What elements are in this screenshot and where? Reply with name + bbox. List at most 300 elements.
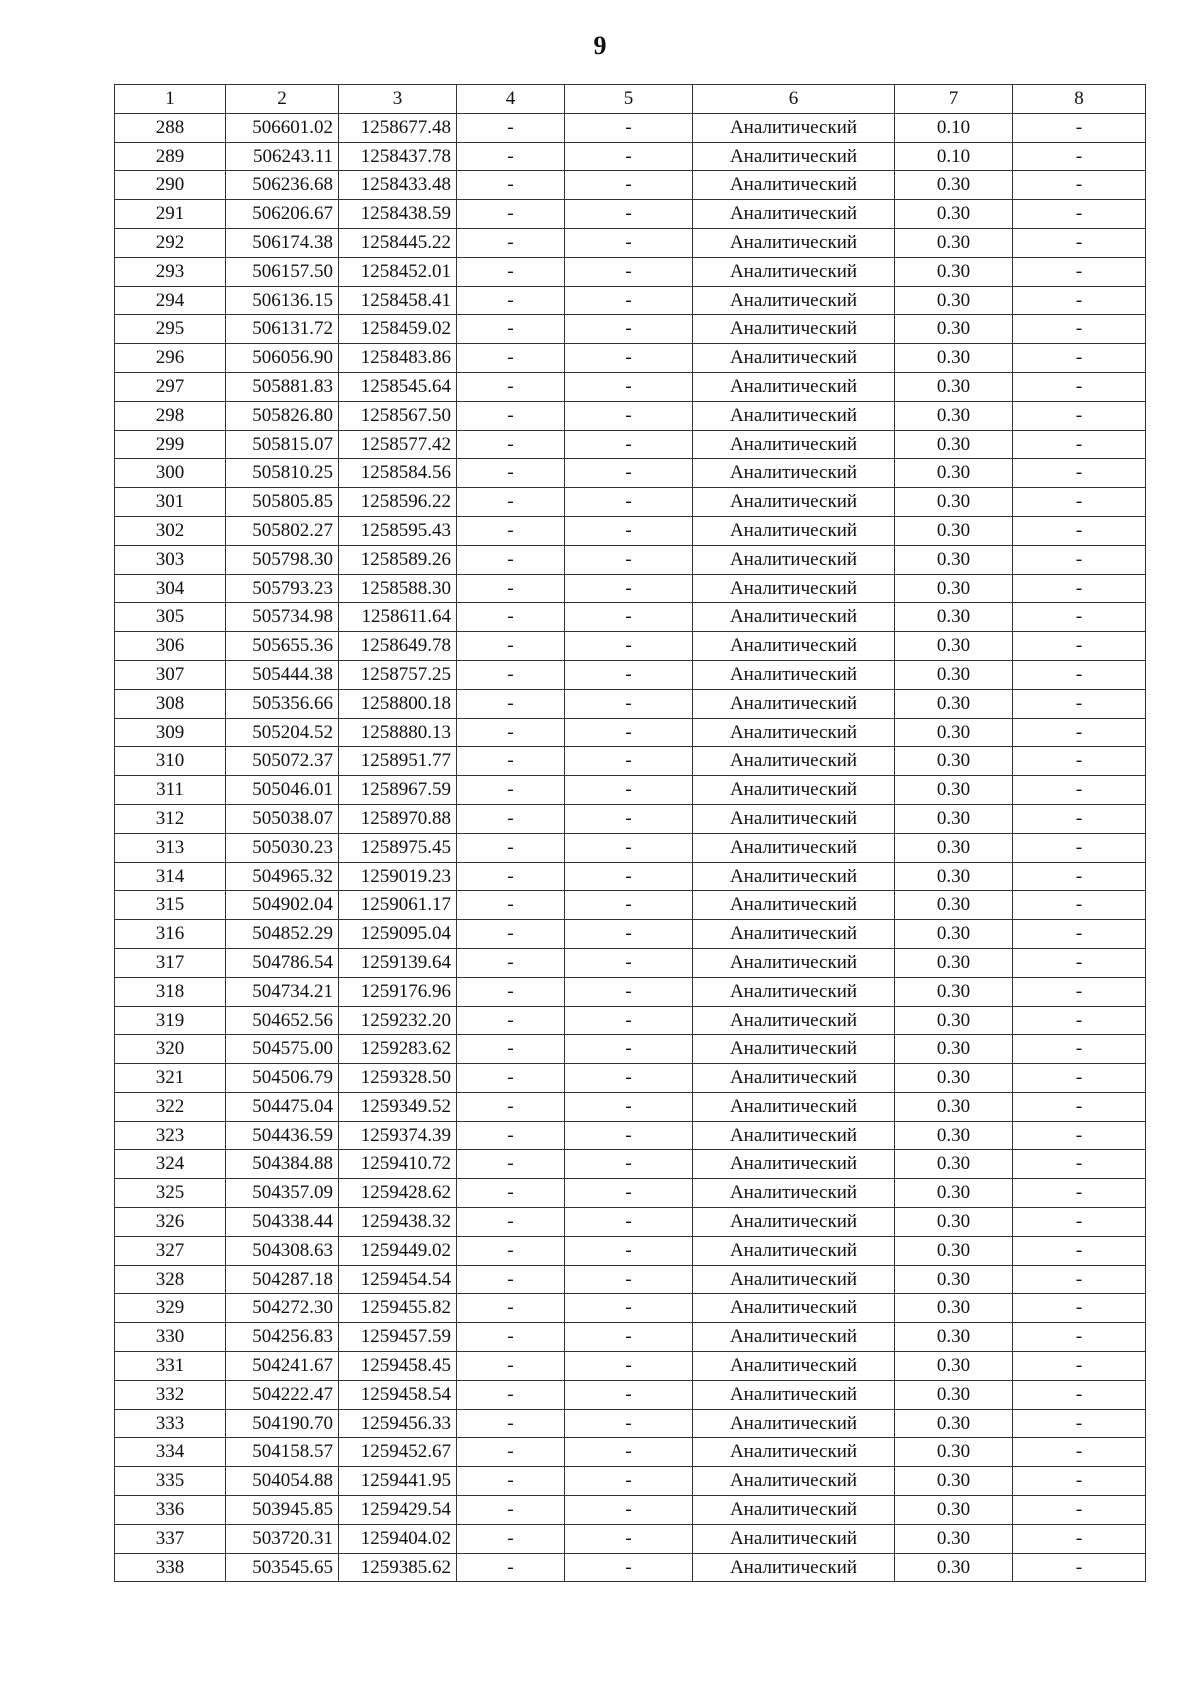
column-4-cell: - (457, 113, 565, 142)
table-row (115, 1006, 1146, 1035)
x-coordinate-cell: 504190.70 (226, 1409, 339, 1438)
accuracy-cell: 0.30 (895, 1323, 1013, 1352)
method-cell: Аналитический (693, 920, 895, 949)
x-coordinate-cell: 505805.85 (226, 488, 339, 517)
y-coordinate-cell: 1258589.26 (339, 545, 457, 574)
method-cell: Аналитический (693, 1496, 895, 1525)
accuracy-cell: 0.30 (895, 1524, 1013, 1553)
column-8-cell: - (1013, 1150, 1146, 1179)
table-row (115, 862, 1146, 891)
y-coordinate-cell: 1258445.22 (339, 228, 457, 257)
x-coordinate-cell: 505046.01 (226, 776, 339, 805)
accuracy-cell: 0.30 (895, 833, 1013, 862)
point-number-cell: 336 (115, 1496, 226, 1525)
y-coordinate-cell: 1258649.78 (339, 632, 457, 661)
x-coordinate-cell: 505444.38 (226, 660, 339, 689)
column-8-cell: - (1013, 516, 1146, 545)
column-4-cell: - (457, 1265, 565, 1294)
table-row (115, 113, 1146, 142)
x-coordinate-cell: 504241.67 (226, 1352, 339, 1381)
method-cell: Аналитический (693, 171, 895, 200)
column-5-cell: - (565, 1179, 693, 1208)
accuracy-cell: 0.10 (895, 113, 1013, 142)
table-row (115, 1496, 1146, 1525)
point-number-cell: 301 (115, 488, 226, 517)
method-cell: Аналитический (693, 200, 895, 229)
column-5-cell: - (565, 516, 693, 545)
accuracy-cell: 0.30 (895, 1064, 1013, 1093)
column-4-cell: - (457, 1467, 565, 1496)
table-row (115, 948, 1146, 977)
accuracy-cell: 0.30 (895, 459, 1013, 488)
table-row (115, 718, 1146, 747)
point-number-cell: 320 (115, 1035, 226, 1064)
column-5-cell: - (565, 632, 693, 661)
column-8-cell: - (1013, 689, 1146, 718)
y-coordinate-cell: 1258611.64 (339, 603, 457, 632)
x-coordinate-cell: 503720.31 (226, 1524, 339, 1553)
column-4-cell: - (457, 1438, 565, 1467)
column-4-cell: - (457, 1323, 565, 1352)
table-row (115, 372, 1146, 401)
y-coordinate-cell: 1259232.20 (339, 1006, 457, 1035)
column-5-cell: - (565, 1236, 693, 1265)
point-number-cell: 337 (115, 1524, 226, 1553)
y-coordinate-cell: 1258757.25 (339, 660, 457, 689)
column-5-cell: - (565, 891, 693, 920)
column-5-cell: - (565, 1121, 693, 1150)
table-row (115, 1438, 1146, 1467)
header-row (115, 85, 1146, 114)
accuracy-cell: 0.30 (895, 488, 1013, 517)
x-coordinate-cell: 503945.85 (226, 1496, 339, 1525)
y-coordinate-cell: 1259385.62 (339, 1553, 457, 1582)
column-5-cell: - (565, 344, 693, 373)
column-header-2: 2 (226, 85, 339, 114)
column-8-cell: - (1013, 1438, 1146, 1467)
point-number-cell: 324 (115, 1150, 226, 1179)
accuracy-cell: 0.30 (895, 228, 1013, 257)
point-number-cell: 322 (115, 1092, 226, 1121)
column-8-cell: - (1013, 459, 1146, 488)
x-coordinate-cell: 504158.57 (226, 1438, 339, 1467)
column-8-cell: - (1013, 1265, 1146, 1294)
column-8-cell: - (1013, 200, 1146, 229)
x-coordinate-cell: 505655.36 (226, 632, 339, 661)
column-4-cell: - (457, 632, 565, 661)
accuracy-cell: 0.30 (895, 776, 1013, 805)
x-coordinate-cell: 504287.18 (226, 1265, 339, 1294)
x-coordinate-cell: 504222.47 (226, 1380, 339, 1409)
column-5-cell: - (565, 430, 693, 459)
column-8-cell: - (1013, 1496, 1146, 1525)
table-row (115, 1467, 1146, 1496)
y-coordinate-cell: 1259374.39 (339, 1121, 457, 1150)
x-coordinate-cell: 504384.88 (226, 1150, 339, 1179)
column-8-cell: - (1013, 747, 1146, 776)
column-8-cell: - (1013, 776, 1146, 805)
y-coordinate-cell: 1259410.72 (339, 1150, 457, 1179)
method-cell: Аналитический (693, 1121, 895, 1150)
column-4-cell: - (457, 545, 565, 574)
table-row (115, 574, 1146, 603)
accuracy-cell: 0.30 (895, 747, 1013, 776)
column-8-cell: - (1013, 1121, 1146, 1150)
x-coordinate-cell: 505734.98 (226, 603, 339, 632)
y-coordinate-cell: 1259449.02 (339, 1236, 457, 1265)
method-cell: Аналитический (693, 1236, 895, 1265)
x-coordinate-cell: 504734.21 (226, 977, 339, 1006)
y-coordinate-cell: 1258970.88 (339, 804, 457, 833)
method-cell: Аналитический (693, 488, 895, 517)
method-cell: Аналитический (693, 603, 895, 632)
column-4-cell: - (457, 1006, 565, 1035)
method-cell: Аналитический (693, 1006, 895, 1035)
accuracy-cell: 0.30 (895, 1496, 1013, 1525)
column-5-cell: - (565, 574, 693, 603)
y-coordinate-cell: 1259019.23 (339, 862, 457, 891)
y-coordinate-cell: 1258951.77 (339, 747, 457, 776)
column-5-cell: - (565, 1323, 693, 1352)
column-8-cell: - (1013, 1467, 1146, 1496)
column-4-cell: - (457, 920, 565, 949)
y-coordinate-cell: 1259441.95 (339, 1467, 457, 1496)
y-coordinate-cell: 1258433.48 (339, 171, 457, 200)
table-row (115, 977, 1146, 1006)
point-number-cell: 326 (115, 1208, 226, 1237)
method-cell: Аналитический (693, 1265, 895, 1294)
point-number-cell: 300 (115, 459, 226, 488)
table-row (115, 747, 1146, 776)
x-coordinate-cell: 504357.09 (226, 1179, 339, 1208)
point-number-cell: 295 (115, 315, 226, 344)
column-5-cell: - (565, 401, 693, 430)
table-row (115, 891, 1146, 920)
method-cell: Аналитический (693, 1150, 895, 1179)
column-header-5: 5 (565, 85, 693, 114)
column-8-cell: - (1013, 660, 1146, 689)
table-row (115, 603, 1146, 632)
column-4-cell: - (457, 401, 565, 430)
column-5-cell: - (565, 171, 693, 200)
point-number-cell: 310 (115, 747, 226, 776)
column-4-cell: - (457, 891, 565, 920)
table-row (115, 228, 1146, 257)
y-coordinate-cell: 1258880.13 (339, 718, 457, 747)
method-cell: Аналитический (693, 718, 895, 747)
column-5-cell: - (565, 1352, 693, 1381)
method-cell: Аналитический (693, 1524, 895, 1553)
table-row (115, 344, 1146, 373)
method-cell: Аналитический (693, 862, 895, 891)
column-8-cell: - (1013, 603, 1146, 632)
method-cell: Аналитический (693, 1438, 895, 1467)
column-4-cell: - (457, 142, 565, 171)
column-8-cell: - (1013, 1035, 1146, 1064)
column-4-cell: - (457, 833, 565, 862)
point-number-cell: 338 (115, 1553, 226, 1582)
accuracy-cell: 0.30 (895, 632, 1013, 661)
accuracy-cell: 0.30 (895, 1208, 1013, 1237)
accuracy-cell: 0.30 (895, 718, 1013, 747)
y-coordinate-cell: 1259458.45 (339, 1352, 457, 1381)
point-number-cell: 321 (115, 1064, 226, 1093)
point-number-cell: 299 (115, 430, 226, 459)
x-coordinate-cell: 504308.63 (226, 1236, 339, 1265)
column-5-cell: - (565, 660, 693, 689)
accuracy-cell: 0.30 (895, 430, 1013, 459)
point-number-cell: 294 (115, 286, 226, 315)
x-coordinate-cell: 504475.04 (226, 1092, 339, 1121)
table-row (115, 1150, 1146, 1179)
method-cell: Аналитический (693, 113, 895, 142)
column-5-cell: - (565, 920, 693, 949)
column-8-cell: - (1013, 488, 1146, 517)
table-row (115, 833, 1146, 862)
table-row (115, 1121, 1146, 1150)
x-coordinate-cell: 506131.72 (226, 315, 339, 344)
y-coordinate-cell: 1258458.41 (339, 286, 457, 315)
x-coordinate-cell: 505810.25 (226, 459, 339, 488)
point-number-cell: 327 (115, 1236, 226, 1265)
x-coordinate-cell: 504054.88 (226, 1467, 339, 1496)
x-coordinate-cell: 504436.59 (226, 1121, 339, 1150)
x-coordinate-cell: 506601.02 (226, 113, 339, 142)
point-number-cell: 332 (115, 1380, 226, 1409)
column-4-cell: - (457, 1236, 565, 1265)
table-header (115, 85, 1146, 114)
x-coordinate-cell: 505815.07 (226, 430, 339, 459)
column-5-cell: - (565, 1380, 693, 1409)
method-cell: Аналитический (693, 1092, 895, 1121)
y-coordinate-cell: 1259454.54 (339, 1265, 457, 1294)
column-4-cell: - (457, 1064, 565, 1093)
method-cell: Аналитический (693, 948, 895, 977)
method-cell: Аналитический (693, 228, 895, 257)
column-5-cell: - (565, 689, 693, 718)
column-4-cell: - (457, 718, 565, 747)
method-cell: Аналитический (693, 1409, 895, 1438)
column-8-cell: - (1013, 891, 1146, 920)
table-row (115, 401, 1146, 430)
x-coordinate-cell: 505030.23 (226, 833, 339, 862)
y-coordinate-cell: 1258967.59 (339, 776, 457, 805)
method-cell: Аналитический (693, 344, 895, 373)
column-5-cell: - (565, 257, 693, 286)
method-cell: Аналитический (693, 516, 895, 545)
point-number-cell: 325 (115, 1179, 226, 1208)
column-header-8: 8 (1013, 85, 1146, 114)
column-5-cell: - (565, 1035, 693, 1064)
column-4-cell: - (457, 200, 565, 229)
method-cell: Аналитический (693, 1179, 895, 1208)
column-4-cell: - (457, 1409, 565, 1438)
accuracy-cell: 0.30 (895, 689, 1013, 718)
column-8-cell: - (1013, 1236, 1146, 1265)
point-number-cell: 289 (115, 142, 226, 171)
column-5-cell: - (565, 1409, 693, 1438)
column-5-cell: - (565, 372, 693, 401)
column-5-cell: - (565, 1438, 693, 1467)
column-8-cell: - (1013, 1064, 1146, 1093)
point-number-cell: 333 (115, 1409, 226, 1438)
x-coordinate-cell: 505881.83 (226, 372, 339, 401)
column-4-cell: - (457, 948, 565, 977)
column-8-cell: - (1013, 1553, 1146, 1582)
table-row (115, 1524, 1146, 1553)
x-coordinate-cell: 504902.04 (226, 891, 339, 920)
accuracy-cell: 0.30 (895, 1179, 1013, 1208)
column-8-cell: - (1013, 632, 1146, 661)
column-8-cell: - (1013, 1179, 1146, 1208)
table-row (115, 545, 1146, 574)
column-4-cell: - (457, 1035, 565, 1064)
point-number-cell: 319 (115, 1006, 226, 1035)
column-8-cell: - (1013, 1323, 1146, 1352)
y-coordinate-cell: 1258545.64 (339, 372, 457, 401)
point-number-cell: 317 (115, 948, 226, 977)
accuracy-cell: 0.30 (895, 660, 1013, 689)
column-8-cell: - (1013, 228, 1146, 257)
table-row (115, 1035, 1146, 1064)
table-row (115, 315, 1146, 344)
point-number-cell: 334 (115, 1438, 226, 1467)
method-cell: Аналитический (693, 430, 895, 459)
table-row (115, 286, 1146, 315)
accuracy-cell: 0.30 (895, 1409, 1013, 1438)
column-5-cell: - (565, 833, 693, 862)
column-4-cell: - (457, 1553, 565, 1582)
method-cell: Аналитический (693, 372, 895, 401)
y-coordinate-cell: 1259328.50 (339, 1064, 457, 1093)
column-5-cell: - (565, 286, 693, 315)
column-5-cell: - (565, 1467, 693, 1496)
column-8-cell: - (1013, 1352, 1146, 1381)
x-coordinate-cell: 504256.83 (226, 1323, 339, 1352)
y-coordinate-cell: 1259457.59 (339, 1323, 457, 1352)
point-number-cell: 323 (115, 1121, 226, 1150)
y-coordinate-cell: 1259456.33 (339, 1409, 457, 1438)
method-cell: Аналитический (693, 142, 895, 171)
column-5-cell: - (565, 228, 693, 257)
accuracy-cell: 0.30 (895, 257, 1013, 286)
point-number-cell: 315 (115, 891, 226, 920)
accuracy-cell: 0.10 (895, 142, 1013, 171)
accuracy-cell: 0.30 (895, 1121, 1013, 1150)
accuracy-cell: 0.30 (895, 286, 1013, 315)
y-coordinate-cell: 1259458.54 (339, 1380, 457, 1409)
x-coordinate-cell: 504338.44 (226, 1208, 339, 1237)
x-coordinate-cell: 505204.52 (226, 718, 339, 747)
table-row (115, 1064, 1146, 1093)
accuracy-cell: 0.30 (895, 372, 1013, 401)
method-cell: Аналитический (693, 401, 895, 430)
method-cell: Аналитический (693, 776, 895, 805)
y-coordinate-cell: 1259429.54 (339, 1496, 457, 1525)
accuracy-cell: 0.30 (895, 574, 1013, 603)
x-coordinate-cell: 506174.38 (226, 228, 339, 257)
column-4-cell: - (457, 1150, 565, 1179)
column-header-3: 3 (339, 85, 457, 114)
column-5-cell: - (565, 1006, 693, 1035)
x-coordinate-cell: 505356.66 (226, 689, 339, 718)
column-8-cell: - (1013, 372, 1146, 401)
column-8-cell: - (1013, 344, 1146, 373)
column-8-cell: - (1013, 142, 1146, 171)
column-5-cell: - (565, 948, 693, 977)
point-number-cell: 296 (115, 344, 226, 373)
column-5-cell: - (565, 1092, 693, 1121)
accuracy-cell: 0.30 (895, 1294, 1013, 1323)
column-8-cell: - (1013, 920, 1146, 949)
point-number-cell: 288 (115, 113, 226, 142)
y-coordinate-cell: 1259139.64 (339, 948, 457, 977)
column-5-cell: - (565, 113, 693, 142)
point-number-cell: 302 (115, 516, 226, 545)
method-cell: Аналитический (693, 545, 895, 574)
column-header-6: 6 (693, 85, 895, 114)
y-coordinate-cell: 1259283.62 (339, 1035, 457, 1064)
y-coordinate-cell: 1259438.32 (339, 1208, 457, 1237)
column-5-cell: - (565, 1064, 693, 1093)
column-5-cell: - (565, 1294, 693, 1323)
x-coordinate-cell: 506236.68 (226, 171, 339, 200)
y-coordinate-cell: 1258437.78 (339, 142, 457, 171)
accuracy-cell: 0.30 (895, 1265, 1013, 1294)
column-8-cell: - (1013, 1092, 1146, 1121)
column-4-cell: - (457, 776, 565, 805)
column-5-cell: - (565, 1150, 693, 1179)
column-header-1: 1 (115, 85, 226, 114)
column-4-cell: - (457, 430, 565, 459)
point-number-cell: 331 (115, 1352, 226, 1381)
accuracy-cell: 0.30 (895, 1092, 1013, 1121)
table-row (115, 1380, 1146, 1409)
table-row (115, 1236, 1146, 1265)
accuracy-cell: 0.30 (895, 516, 1013, 545)
accuracy-cell: 0.30 (895, 1150, 1013, 1179)
y-coordinate-cell: 1259095.04 (339, 920, 457, 949)
y-coordinate-cell: 1258800.18 (339, 689, 457, 718)
column-8-cell: - (1013, 1208, 1146, 1237)
x-coordinate-cell: 505802.27 (226, 516, 339, 545)
method-cell: Аналитический (693, 1467, 895, 1496)
method-cell: Аналитический (693, 747, 895, 776)
table-row (115, 632, 1146, 661)
x-coordinate-cell: 504575.00 (226, 1035, 339, 1064)
table-row (115, 257, 1146, 286)
y-coordinate-cell: 1258438.59 (339, 200, 457, 229)
y-coordinate-cell: 1258567.50 (339, 401, 457, 430)
coordinates-table (114, 84, 1146, 1582)
accuracy-cell: 0.30 (895, 1553, 1013, 1582)
column-4-cell: - (457, 171, 565, 200)
column-4-cell: - (457, 747, 565, 776)
point-number-cell: 328 (115, 1265, 226, 1294)
accuracy-cell: 0.30 (895, 1006, 1013, 1035)
x-coordinate-cell: 506056.90 (226, 344, 339, 373)
y-coordinate-cell: 1259349.52 (339, 1092, 457, 1121)
y-coordinate-cell: 1258452.01 (339, 257, 457, 286)
accuracy-cell: 0.30 (895, 1035, 1013, 1064)
column-8-cell: - (1013, 171, 1146, 200)
y-coordinate-cell: 1259061.17 (339, 891, 457, 920)
column-5-cell: - (565, 862, 693, 891)
column-5-cell: - (565, 545, 693, 574)
column-4-cell: - (457, 1208, 565, 1237)
column-5-cell: - (565, 804, 693, 833)
column-8-cell: - (1013, 401, 1146, 430)
